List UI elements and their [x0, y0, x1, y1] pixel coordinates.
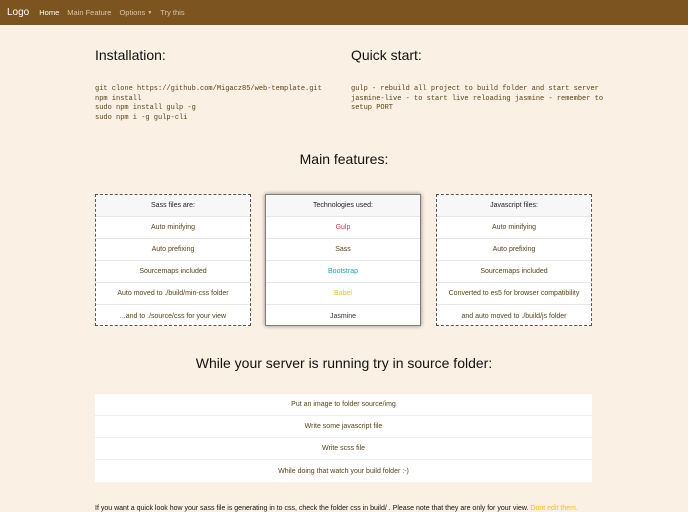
sass-features-card [95, 194, 251, 326]
card-header: Javascript files: [437, 195, 591, 217]
card-header: Technologies used: [266, 195, 420, 217]
footer-note [95, 505, 578, 512]
card-item-gulp: Gulp [266, 217, 420, 239]
card-item-sass: Sass [266, 239, 420, 261]
card-item: Auto prefixing [437, 239, 591, 261]
card-item: Sourcemaps included [437, 261, 591, 283]
quick-start-heading: Quick start: [351, 47, 422, 63]
card-item: ...and to ./source/css for your view [119, 312, 227, 320]
card-header: Sass files are: [96, 195, 250, 217]
card-item-bootstrap: Bootstrap [266, 261, 420, 283]
card-item: Auto prefixing [96, 239, 250, 261]
nav-link-home[interactable]: Home [39, 8, 60, 17]
installation-heading: Installation: [95, 47, 166, 63]
nav-dropdown-options-label: Options [119, 8, 146, 17]
caret-down-icon: ▼ [147, 10, 153, 17]
navbar [0, 0, 688, 25]
card-item: and auto moved to ./build/js folder [461, 312, 567, 320]
card-item: Sourcemaps included [96, 261, 250, 283]
technologies-card [265, 194, 421, 326]
list-item: Write some javascript file [95, 416, 592, 438]
server-tips-list [95, 394, 592, 482]
list-item: While doing that watch your build folder :-) [278, 467, 409, 475]
footer-note-text: If you want a quick look how your sass file is generating in to css, check the folder css in build/ . Please note that they are only for your view. [95, 505, 531, 512]
card-item: Converted to es5 for browser compatibility [437, 283, 591, 305]
main-features-heading: Main features: [299, 151, 389, 167]
nav-dropdown-options[interactable] [119, 8, 152, 17]
card-item: Auto minifying [437, 217, 591, 239]
card-item-jasmine: Jasmine [329, 312, 357, 320]
card-item: Auto moved to ./build/min-css folder [96, 283, 250, 305]
quick-start-code: gulp - rebuild all project to build folder and start server jasmine-live - to start live reloading jasmine - remember to setup PORT [351, 85, 604, 113]
nav-link-try-this[interactable]: Try this [160, 8, 185, 17]
installation-code: git clone https://github.com/Migacz85/web-template.git npm install sudo npm install gulp -g sudo npm i -g gulp-cli [95, 85, 322, 123]
navbar-brand-logo[interactable]: Logo [7, 7, 30, 18]
javascript-features-card [436, 194, 592, 326]
card-item: Auto minifying [96, 217, 250, 239]
footer-warning: Dont edit them. [530, 505, 578, 512]
list-item: Put an image to folder source/img [95, 394, 592, 416]
list-item: Write scss file [95, 438, 592, 460]
nav-link-main-feature[interactable]: Main Feature [67, 8, 112, 17]
card-item-babel: Babel [266, 283, 420, 305]
server-tips-heading: While your server is running try in source folder: [195, 355, 493, 371]
